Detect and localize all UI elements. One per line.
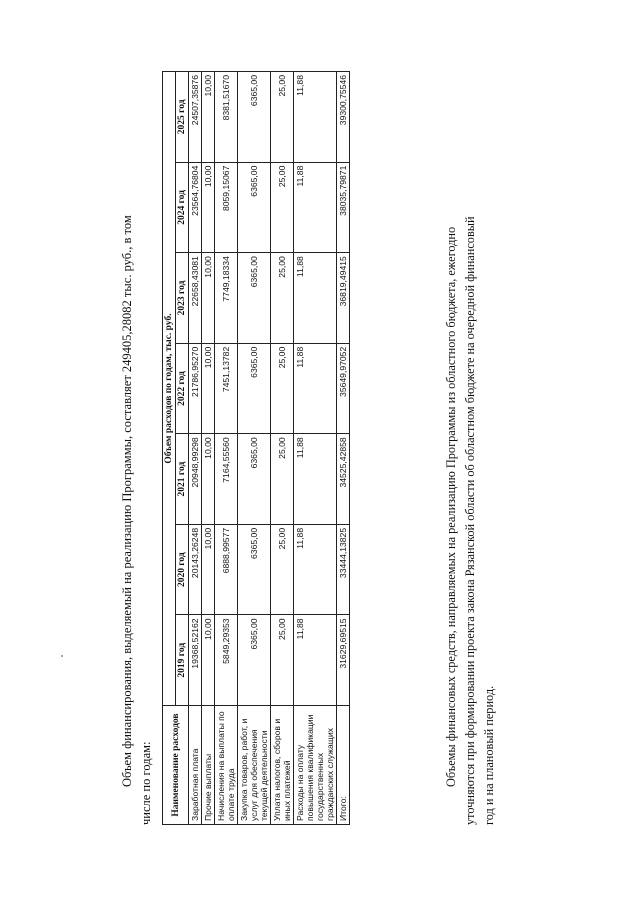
row-value: 10,00 [202, 72, 215, 163]
row-value: 11,88 [294, 72, 337, 163]
row-name: Уплата налогов, сборов и иных платежей [271, 706, 294, 825]
row-value: 7451,13782 [215, 343, 238, 434]
header-expense-name: Наименование расходов [163, 706, 189, 825]
intro-line-2: числе по годам: [139, 741, 153, 825]
row-value: 25,00 [271, 343, 294, 434]
row-value: 11,88 [294, 434, 337, 525]
row-value: 11,88 [294, 524, 337, 615]
row-value: 39300,75546 [337, 72, 350, 163]
row-name: Прочие выплаты [202, 706, 215, 825]
row-name: Расходы на оплату повышения квалификации государственных гражданских служащих [294, 706, 337, 825]
row-value: 25,00 [271, 615, 294, 706]
header-year: 2024 год [176, 162, 189, 253]
row-name: Начисления на выплаты по оплате труда [215, 706, 238, 825]
row-value: 8059,15067 [215, 162, 238, 253]
row-value: 25,00 [271, 524, 294, 615]
table-row [271, 72, 294, 825]
row-value: 11,88 [294, 253, 337, 344]
table-row [189, 72, 202, 825]
row-value: 6365,00 [238, 615, 271, 706]
row-value: 31629,69515 [337, 615, 350, 706]
row-value: 10,00 [202, 615, 215, 706]
row-name: Заработная плата [189, 706, 202, 825]
outro-line-2: уточняются при формировании проекта закона Рязанской области об областном бюджете на очередной финансовый [463, 216, 477, 825]
row-value: 24507,35876 [189, 72, 202, 163]
row-value: 6365,00 [238, 162, 271, 253]
table-total-row [337, 72, 350, 825]
outro-paragraph [442, 65, 499, 825]
table-row [238, 72, 271, 825]
row-name: Закупка товаров, работ, и услуг для обеспечения текущей деятельности [238, 706, 271, 825]
row-value: 11,88 [294, 162, 337, 253]
table-row [215, 72, 238, 825]
row-value: 6365,00 [238, 434, 271, 525]
row-value: 33444,13825 [337, 524, 350, 615]
row-value: 38035,79871 [337, 162, 350, 253]
row-value: 11,88 [294, 615, 337, 706]
row-value: 8381,51670 [215, 72, 238, 163]
intro-paragraph [118, 65, 156, 825]
table-row [202, 72, 215, 825]
row-value: 25,00 [271, 162, 294, 253]
header-expense-by-year: Объем расходов по годам, тыс. руб. [163, 72, 176, 706]
header-year: 2021 год [176, 434, 189, 525]
row-value: 10,00 [202, 162, 215, 253]
budget-table [162, 71, 350, 825]
header-year: 2022 год [176, 343, 189, 434]
row-value: 6365,00 [238, 524, 271, 615]
row-value: 34525,42858 [337, 434, 350, 525]
row-value: 25,00 [271, 434, 294, 525]
row-value: 20143,26248 [189, 524, 202, 615]
row-value: 11,88 [294, 343, 337, 434]
row-value: 25,00 [271, 253, 294, 344]
row-value: 6365,00 [238, 253, 271, 344]
header-year: 2023 год [176, 253, 189, 344]
outro-line-1: Объемы финансовых средств, направляемых на реализацию Программы из областного бюджета, ежегодно [444, 226, 458, 787]
row-value: 25,00 [271, 72, 294, 163]
row-value: 10,00 [202, 253, 215, 344]
row-value: 6365,00 [238, 72, 271, 163]
table-header-row-1 [163, 72, 176, 825]
row-name: Итого: [337, 706, 350, 825]
table-row [294, 72, 337, 825]
header-year: 2025 год [176, 72, 189, 163]
row-value: 20948,99298 [189, 434, 202, 525]
row-value: 22658,43081 [189, 253, 202, 344]
row-value: 6888,99577 [215, 524, 238, 615]
header-year: 2019 год [176, 615, 189, 706]
row-value: 19368,52162 [189, 615, 202, 706]
row-value: 10,00 [202, 343, 215, 434]
row-value: 5849,29353 [215, 615, 238, 706]
row-value: 10,00 [202, 524, 215, 615]
row-value: 23564,76804 [189, 162, 202, 253]
row-value: 21786,95270 [189, 343, 202, 434]
rotated-page-content [118, 65, 598, 825]
row-value: 35649,97052 [337, 343, 350, 434]
row-value: 10,00 [202, 434, 215, 525]
row-value: 7749,18334 [215, 253, 238, 344]
row-value: 6365,00 [238, 343, 271, 434]
outro-line-3: год и на плановый период. [482, 685, 496, 825]
row-value: 36819,49415 [337, 253, 350, 344]
scan-speck [61, 655, 63, 657]
header-year: 2020 год [176, 524, 189, 615]
row-value: 7164,55560 [215, 434, 238, 525]
intro-line-1: Объем финансирования, выделяемый на реализацию Программы, составляет 249405,28082 тыс. руб., в том [120, 215, 134, 787]
